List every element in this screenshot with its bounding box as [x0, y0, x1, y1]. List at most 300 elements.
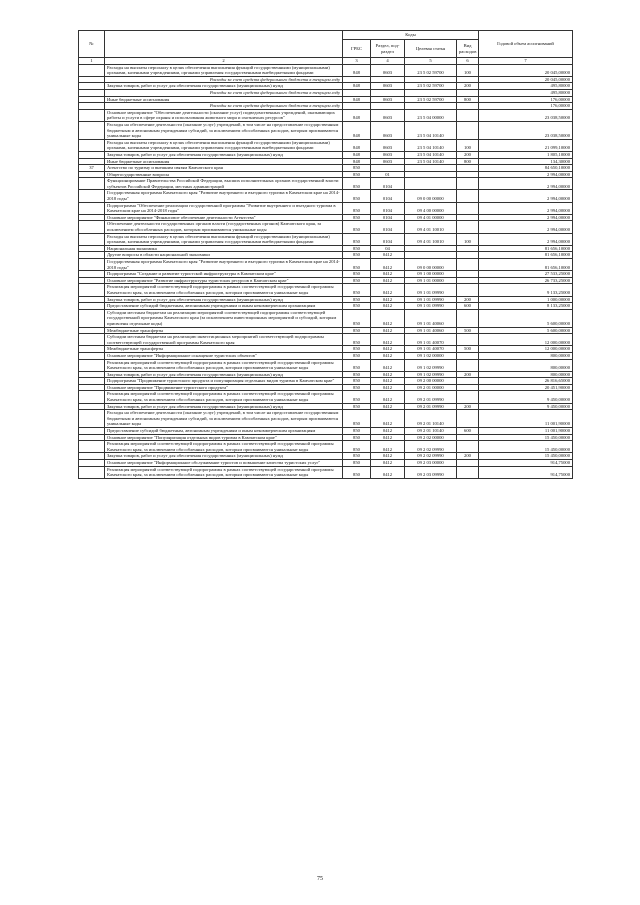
row-total: 12 000,00000 [479, 334, 573, 346]
row-target: 09 2 02 09990 [405, 453, 457, 460]
row-razdel: 0412 [371, 371, 405, 378]
row-target: 09 2 02 00000 [405, 434, 457, 441]
row-target: 09 2 03 00000 [405, 460, 457, 467]
row-vid [457, 384, 479, 391]
header-codes: Коды [343, 31, 479, 40]
row-target [405, 89, 457, 96]
row-vid [457, 284, 479, 296]
row-razdel: 0603 [371, 64, 405, 76]
row-vid: 200 [457, 403, 479, 410]
row-total: 2 994,00000 [479, 202, 573, 214]
table-row [79, 96, 573, 103]
table-row [79, 434, 573, 441]
row-name: Подпрограмма "Продвижение туристского продукта и популяризация отдельных видов туризма в Камчатском крае" [105, 378, 343, 385]
row-total: 21 099,10000 [479, 139, 573, 151]
table-row [79, 460, 573, 467]
row-grbs: 848 [343, 139, 371, 151]
row-razdel: 0603 [371, 83, 405, 90]
header-no: № [79, 31, 105, 58]
row-total: 800,00000 [479, 359, 573, 371]
row-razdel: 0104 [371, 178, 405, 190]
row-razdel: 0603 [371, 158, 405, 165]
row-vid [457, 121, 479, 139]
row-total: 27 533,25000 [479, 271, 573, 278]
row-name: Расходы за счет средств федерального бюджета в текущем году [105, 76, 343, 83]
row-name: Реализация мероприятий соответствующей подпрограммы в рамках соответствующей государственной программы Камчатского края, за исключением обособленных расходов, которым присваиваются уникальные коды [105, 359, 343, 371]
row-vid [457, 441, 479, 453]
row-name: Субсидии местным бюджетам на реализацию мероприятий соответствующей подпрограммы соответствующей государственной программы Камчатского края (за исключением инвестиционных мероприятий и субсидий, которым присвоены отдельные коды) [105, 309, 343, 327]
table-row [79, 277, 573, 284]
row-grbs: 850 [343, 259, 371, 271]
header-razdel: Раздел, под-раздел [371, 40, 405, 58]
row-total: 8 133,25000 [479, 303, 573, 310]
row-razdel: 0104 [371, 221, 405, 233]
row-vid [457, 434, 479, 441]
row-total: 26 816,65000 [479, 378, 573, 385]
row-target [405, 103, 457, 110]
row-number [79, 245, 105, 252]
row-vid: 200 [457, 83, 479, 90]
row-grbs: 850 [343, 334, 371, 346]
row-razdel: 0412 [371, 453, 405, 460]
row-razdel: 0412 [371, 391, 405, 403]
table-header [79, 31, 573, 65]
table-row [79, 76, 573, 83]
row-razdel: 0412 [371, 434, 405, 441]
row-number [79, 352, 105, 359]
row-vid [457, 109, 479, 121]
budget-table [78, 30, 573, 479]
row-grbs: 850 [343, 403, 371, 410]
row-number [79, 303, 105, 310]
row-target: 09 2 03 09990 [405, 466, 457, 478]
row-target: 09 0 00 00000 [405, 259, 457, 271]
row-grbs: 850 [343, 359, 371, 371]
row-razdel: 0412 [371, 378, 405, 385]
row-number [79, 109, 105, 121]
table-row [79, 453, 573, 460]
row-number [79, 214, 105, 221]
row-vid [457, 76, 479, 83]
row-total: 176,00000 [479, 96, 573, 103]
table-row [79, 284, 573, 296]
table-row [79, 441, 573, 453]
row-total: 26 733,25000 [479, 277, 573, 284]
table-row [79, 165, 573, 172]
row-razdel: 0412 [371, 346, 405, 353]
row-number [79, 259, 105, 271]
row-target: 09 1 02 00000 [405, 352, 457, 359]
row-razdel [371, 165, 405, 172]
header-index-cell: 2 [105, 58, 343, 65]
row-grbs: 850 [343, 171, 371, 178]
row-target: 09 4 01 10010 [405, 221, 457, 233]
row-total: 81 656,10000 [479, 259, 573, 271]
row-grbs [343, 76, 371, 83]
row-target: 09 4 01 00000 [405, 214, 457, 221]
row-vid [457, 410, 479, 428]
row-number [79, 434, 105, 441]
page-number: 75 [317, 876, 323, 882]
row-razdel: 0412 [371, 466, 405, 478]
table-row [79, 171, 573, 178]
row-target: 23 5 02 59700 [405, 64, 457, 76]
row-number [79, 466, 105, 478]
table-row [79, 158, 573, 165]
row-razdel [371, 76, 405, 83]
row-name: Основное мероприятие "Продвижение туристского продукта" [105, 384, 343, 391]
table-row [79, 359, 573, 371]
row-razdel: 0104 [371, 190, 405, 202]
row-target: 09 1 01 40060 [405, 309, 457, 327]
row-number [79, 410, 105, 428]
row-total: 2 994,00000 [479, 214, 573, 221]
row-vid [457, 259, 479, 271]
header-grbs: ГРБС [343, 40, 371, 58]
row-number [79, 233, 105, 245]
row-vid [457, 252, 479, 259]
row-name: Реализация мероприятий соответствующей подпрограммы в рамках соответствующей государственной программы Камчатского края, за исключением обособленных расходов, которым присваиваются уникальные коды [105, 284, 343, 296]
row-razdel: 0412 [371, 296, 405, 303]
row-name: Субсидии местным бюджетам на реализацию инвестиционных мероприятий соответствующей подпрограммы соответствующей государственной программы Камчатского края [105, 334, 343, 346]
row-grbs [343, 89, 371, 96]
row-name: Расходы на выплаты персоналу в целях обеспечения выполнения функций государственными (муниципальными) органами, казенными учреждениями, органами управления государственными внебюджетными фондами [105, 64, 343, 76]
row-vid: 600 [457, 428, 479, 435]
row-grbs: 848 [343, 109, 371, 121]
row-vid [457, 103, 479, 110]
row-vid [457, 245, 479, 252]
row-number [79, 460, 105, 467]
row-vid: 600 [457, 303, 479, 310]
table-row [79, 327, 573, 334]
row-razdel: 0412 [371, 271, 405, 278]
row-target: 23 5 04 00000 [405, 109, 457, 121]
row-target: 09 2 00 00000 [405, 378, 457, 385]
row-total: 11 001,90000 [479, 410, 573, 428]
row-vid [457, 190, 479, 202]
row-name: Функционирование Правительства Российской Федерации, высших исполнительных органов государственной власти субъектов Российской Федерации, местных администраций [105, 178, 343, 190]
row-number [79, 284, 105, 296]
row-total: 23 038,50000 [479, 121, 573, 139]
row-vid: 100 [457, 64, 479, 76]
header-vid: Вид расходов [457, 40, 479, 58]
row-target: 23 5 04 10140 [405, 121, 457, 139]
row-razdel: 0412 [371, 284, 405, 296]
row-number [79, 96, 105, 103]
row-grbs: 850 [343, 202, 371, 214]
row-total: 134,30000 [479, 158, 573, 165]
row-vid: 500 [457, 327, 479, 334]
row-name: Предоставление субсидий бюджетным, автономным учреждениям и иным некоммерческим организациям [105, 303, 343, 310]
row-number [79, 403, 105, 410]
row-grbs: 850 [343, 277, 371, 284]
row-target: 23 5 02 59700 [405, 96, 457, 103]
row-target [405, 252, 457, 259]
row-grbs: 850 [343, 233, 371, 245]
row-number [79, 151, 105, 158]
row-vid [457, 378, 479, 385]
row-grbs: 850 [343, 271, 371, 278]
table-row [79, 259, 573, 271]
row-grbs: 850 [343, 190, 371, 202]
row-total: 20 045,00000 [479, 76, 573, 83]
row-razdel: 0412 [371, 277, 405, 284]
table-row [79, 384, 573, 391]
row-total: 20 451,90000 [479, 384, 573, 391]
row-total: 914,75000 [479, 466, 573, 478]
row-target: 23 5 04 10140 [405, 158, 457, 165]
row-razdel: 0603 [371, 109, 405, 121]
table-row [79, 403, 573, 410]
row-grbs: 850 [343, 460, 371, 467]
header-index-row [79, 58, 573, 65]
row-name: Реализация мероприятий соответствующей подпрограммы в рамках соответствующей государственной программы Камчатского края, за исключением обособленных расходов, которым присваиваются уникальные коды [105, 441, 343, 453]
row-razdel [371, 89, 405, 96]
row-grbs: 850 [343, 428, 371, 435]
row-target: 09 2 01 09990 [405, 403, 457, 410]
row-total: 15 450,00000 [479, 453, 573, 460]
header-index-cell: 4 [371, 58, 405, 65]
row-razdel: 0104 [371, 233, 405, 245]
table-row [79, 121, 573, 139]
row-grbs: 850 [343, 391, 371, 403]
row-number [79, 64, 105, 76]
row-name: Основное мероприятие "Обеспечение деятельности (оказание услуг) подведомственных учреждений, оказывающих работы и услуги в сфере охраны и использования животного мира и охотничьих ресурсов" [105, 109, 343, 121]
row-target: 09 1 02 09990 [405, 359, 457, 371]
row-number [79, 103, 105, 110]
table-row [79, 109, 573, 121]
row-number [79, 171, 105, 178]
row-grbs: 850 [343, 309, 371, 327]
row-name: Закупка товаров, работ и услуг для обеспечения государственных (муниципальных) нужд [105, 296, 343, 303]
row-number [79, 378, 105, 385]
row-vid [457, 271, 479, 278]
header-index-cell: 5 [405, 58, 457, 65]
table-row [79, 245, 573, 252]
row-vid: 200 [457, 296, 479, 303]
row-target: 23 5 04 10140 [405, 139, 457, 151]
row-name: Иные бюджетные ассигнования [105, 158, 343, 165]
row-grbs: 848 [343, 151, 371, 158]
row-name: Основное мероприятие "Информационное обслуживание туристов и повышение качества туристских услуг" [105, 460, 343, 467]
row-razdel: 0412 [371, 441, 405, 453]
header-index-cell: 6 [457, 58, 479, 65]
budget-table-sheet [78, 30, 572, 479]
row-vid [457, 171, 479, 178]
row-target: 09 4 01 10010 [405, 233, 457, 245]
table-row [79, 64, 573, 76]
row-name: Другие вопросы в области национальной экономики [105, 252, 343, 259]
row-vid [457, 178, 479, 190]
row-name: Расходы на выплаты персоналу в целях обеспечения выполнения функций государственными (муниципальными) органами, казенными учреждениями, органами управления государственными внебюджетными фондами [105, 233, 343, 245]
row-number [79, 139, 105, 151]
row-grbs: 850 [343, 466, 371, 478]
table-row [79, 346, 573, 353]
row-target: 09 2 02 09990 [405, 441, 457, 453]
row-vid [457, 202, 479, 214]
table-row [79, 202, 573, 214]
table-row [79, 190, 573, 202]
row-total: 800,00000 [479, 352, 573, 359]
row-grbs: 850 [343, 410, 371, 428]
row-total: 81 656,10000 [479, 245, 573, 252]
row-razdel: 0412 [371, 384, 405, 391]
row-total: 9 450,00000 [479, 403, 573, 410]
row-vid: 200 [457, 151, 479, 158]
row-grbs: 850 [343, 453, 371, 460]
row-name: Подпрограмма "Создание и развитие туристской инфраструктуры в Камчатском крае" [105, 271, 343, 278]
table-row [79, 178, 573, 190]
table-row [79, 221, 573, 233]
row-number [79, 178, 105, 190]
row-razdel: 0412 [371, 403, 405, 410]
row-name: Общегосударственные вопросы [105, 171, 343, 178]
row-grbs: 850 [343, 296, 371, 303]
row-total: 11 001,90000 [479, 428, 573, 435]
row-grbs: 848 [343, 96, 371, 103]
row-number [79, 359, 105, 371]
row-number [79, 158, 105, 165]
row-grbs: 850 [343, 384, 371, 391]
table-row [79, 428, 573, 435]
row-target [405, 178, 457, 190]
row-total: 800,00000 [479, 371, 573, 378]
row-name: Обеспечение деятельности государственных органов власти (государственных органов) Камчатского края, за исключением обособленных расходов, которым присваиваются уникальные коды [105, 221, 343, 233]
row-grbs: 850 [343, 214, 371, 221]
row-name: Реализация мероприятий соответствующей подпрограммы в рамках соответствующей государственной программы Камчатского края, за исключением обособленных расходов, которым присваиваются уникальные коды [105, 466, 343, 478]
row-name: Подпрограмма "Обеспечение реализации государственной программы "Развитие внутреннего и въездного туризма в Камчатском крае на 2014-2018 годы" [105, 202, 343, 214]
row-name: Закупка товаров, работ и услуг для обеспечения государственных (муниципальных) нужд [105, 453, 343, 460]
row-name: Основное мероприятие "Развитие инфраструктуры туристских ресурсов в Камчатском крае" [105, 277, 343, 284]
row-name: Закупка товаров, работ и услуг для обеспечения государственных (муниципальных) нужд [105, 83, 343, 90]
row-grbs: 850 [343, 284, 371, 296]
row-grbs: 850 [343, 178, 371, 190]
row-razdel: 0104 [371, 214, 405, 221]
row-number [79, 252, 105, 259]
row-total: 914,75000 [479, 460, 573, 467]
table-row [79, 271, 573, 278]
row-number [79, 277, 105, 284]
row-name: Национальная экономика [105, 245, 343, 252]
row-target: 09 2 01 10140 [405, 410, 457, 428]
row-razdel: 0104 [371, 202, 405, 214]
row-razdel: 01 [371, 171, 405, 178]
row-razdel: 0412 [371, 352, 405, 359]
row-vid [457, 391, 479, 403]
row-name: Государственная программа Камчатского края "Развитие внутреннего и въездного туризма в Камчатском крае на 2014-2018 годы" [105, 259, 343, 271]
table-row [79, 391, 573, 403]
table-row [79, 410, 573, 428]
row-total: 81 656,10000 [479, 252, 573, 259]
row-total: 176,00000 [479, 103, 573, 110]
row-target: 09 4 00 00000 [405, 202, 457, 214]
table-row [79, 103, 573, 110]
row-razdel: 0412 [371, 359, 405, 371]
table-row [79, 371, 573, 378]
row-target: 09 1 01 09990 [405, 303, 457, 310]
row-razdel: 0412 [371, 428, 405, 435]
row-number [79, 121, 105, 139]
row-grbs: 850 [343, 221, 371, 233]
row-number [79, 221, 105, 233]
row-number [79, 309, 105, 327]
row-target: 09 2 01 09990 [405, 391, 457, 403]
row-number [79, 371, 105, 378]
row-target: 23 5 02 59700 [405, 83, 457, 90]
row-target: 09 1 01 40060 [405, 327, 457, 334]
row-name: Закупка товаров, работ и услуг для обеспечения государственных (муниципальных) нужд [105, 371, 343, 378]
row-number [79, 76, 105, 83]
row-target: 09 0 00 00000 [405, 190, 457, 202]
row-vid [457, 460, 479, 467]
row-name: Расходы на выплаты персоналу в целях обеспечения выполнения функций государственными (муниципальными) органами, казенными учреждениями, органами управления государственными внебюджетными фондами [105, 139, 343, 151]
row-name: Расходы за счет средств федерального бюджета в текущем году [105, 89, 343, 96]
row-grbs: 850 [343, 245, 371, 252]
row-grbs: 850 [343, 352, 371, 359]
row-name: Межбюджетные трансферты [105, 346, 343, 353]
row-total: 5 600,00000 [479, 309, 573, 327]
row-target: 23 5 04 10140 [405, 151, 457, 158]
row-vid [457, 214, 479, 221]
row-razdel: 0412 [371, 252, 405, 259]
header-index-cell: 1 [79, 58, 105, 65]
row-vid [457, 352, 479, 359]
table-row [79, 466, 573, 478]
table-row [79, 309, 573, 327]
row-number [79, 83, 105, 90]
row-number [79, 296, 105, 303]
row-grbs: 850 [343, 378, 371, 385]
row-razdel: 0412 [371, 410, 405, 428]
row-vid [457, 359, 479, 371]
row-total: 15 450,00000 [479, 434, 573, 441]
row-razdel: 0412 [371, 334, 405, 346]
row-number [79, 453, 105, 460]
row-number [79, 391, 105, 403]
row-name: Основное мероприятие "Информационное оснащение туристских объектов" [105, 352, 343, 359]
row-target [405, 245, 457, 252]
table-row [79, 296, 573, 303]
row-number [79, 384, 105, 391]
row-target: 09 2 01 10140 [405, 428, 457, 435]
row-total: 2 994,00000 [479, 190, 573, 202]
row-grbs: 848 [343, 83, 371, 90]
row-razdel: 04 [371, 245, 405, 252]
row-name: Основное мероприятие "Финансовое обеспечение деятельности Агентства" [105, 214, 343, 221]
row-grbs: 850 [343, 327, 371, 334]
table-row [79, 352, 573, 359]
row-vid [457, 309, 479, 327]
row-total: 2 994,00000 [479, 221, 573, 233]
row-target: 09 1 00 00000 [405, 271, 457, 278]
row-target: 09 2 01 00000 [405, 384, 457, 391]
row-name: Государственная программа Камчатского края "Развитие внутреннего и въездного туризма в Камчатском крае на 2014-2018 годы" [105, 190, 343, 202]
table-row [79, 83, 573, 90]
row-vid [457, 334, 479, 346]
row-total: 23 038,50000 [479, 109, 573, 121]
row-razdel: 0603 [371, 151, 405, 158]
row-total: 2 994,00000 [479, 171, 573, 178]
row-razdel: 0412 [371, 259, 405, 271]
row-grbs: 850 [343, 346, 371, 353]
row-name: Закупка товаров, работ и услуг для обеспечения государственных (муниципальных) нужд [105, 403, 343, 410]
row-name: Основное мероприятие "Популяризация отдельных видов туризма в Камчатском крае" [105, 434, 343, 441]
row-number [79, 202, 105, 214]
row-name: Расходы на обеспечение деятельности (оказание услуг) учреждений, в том числе на предоставление государственным бюджетным и автономным учреждениям субсидий, за исключением обособленных расходов, которым присваиваются уникальные коды [105, 121, 343, 139]
row-vid [457, 221, 479, 233]
row-grbs: 848 [343, 121, 371, 139]
row-vid [457, 165, 479, 172]
